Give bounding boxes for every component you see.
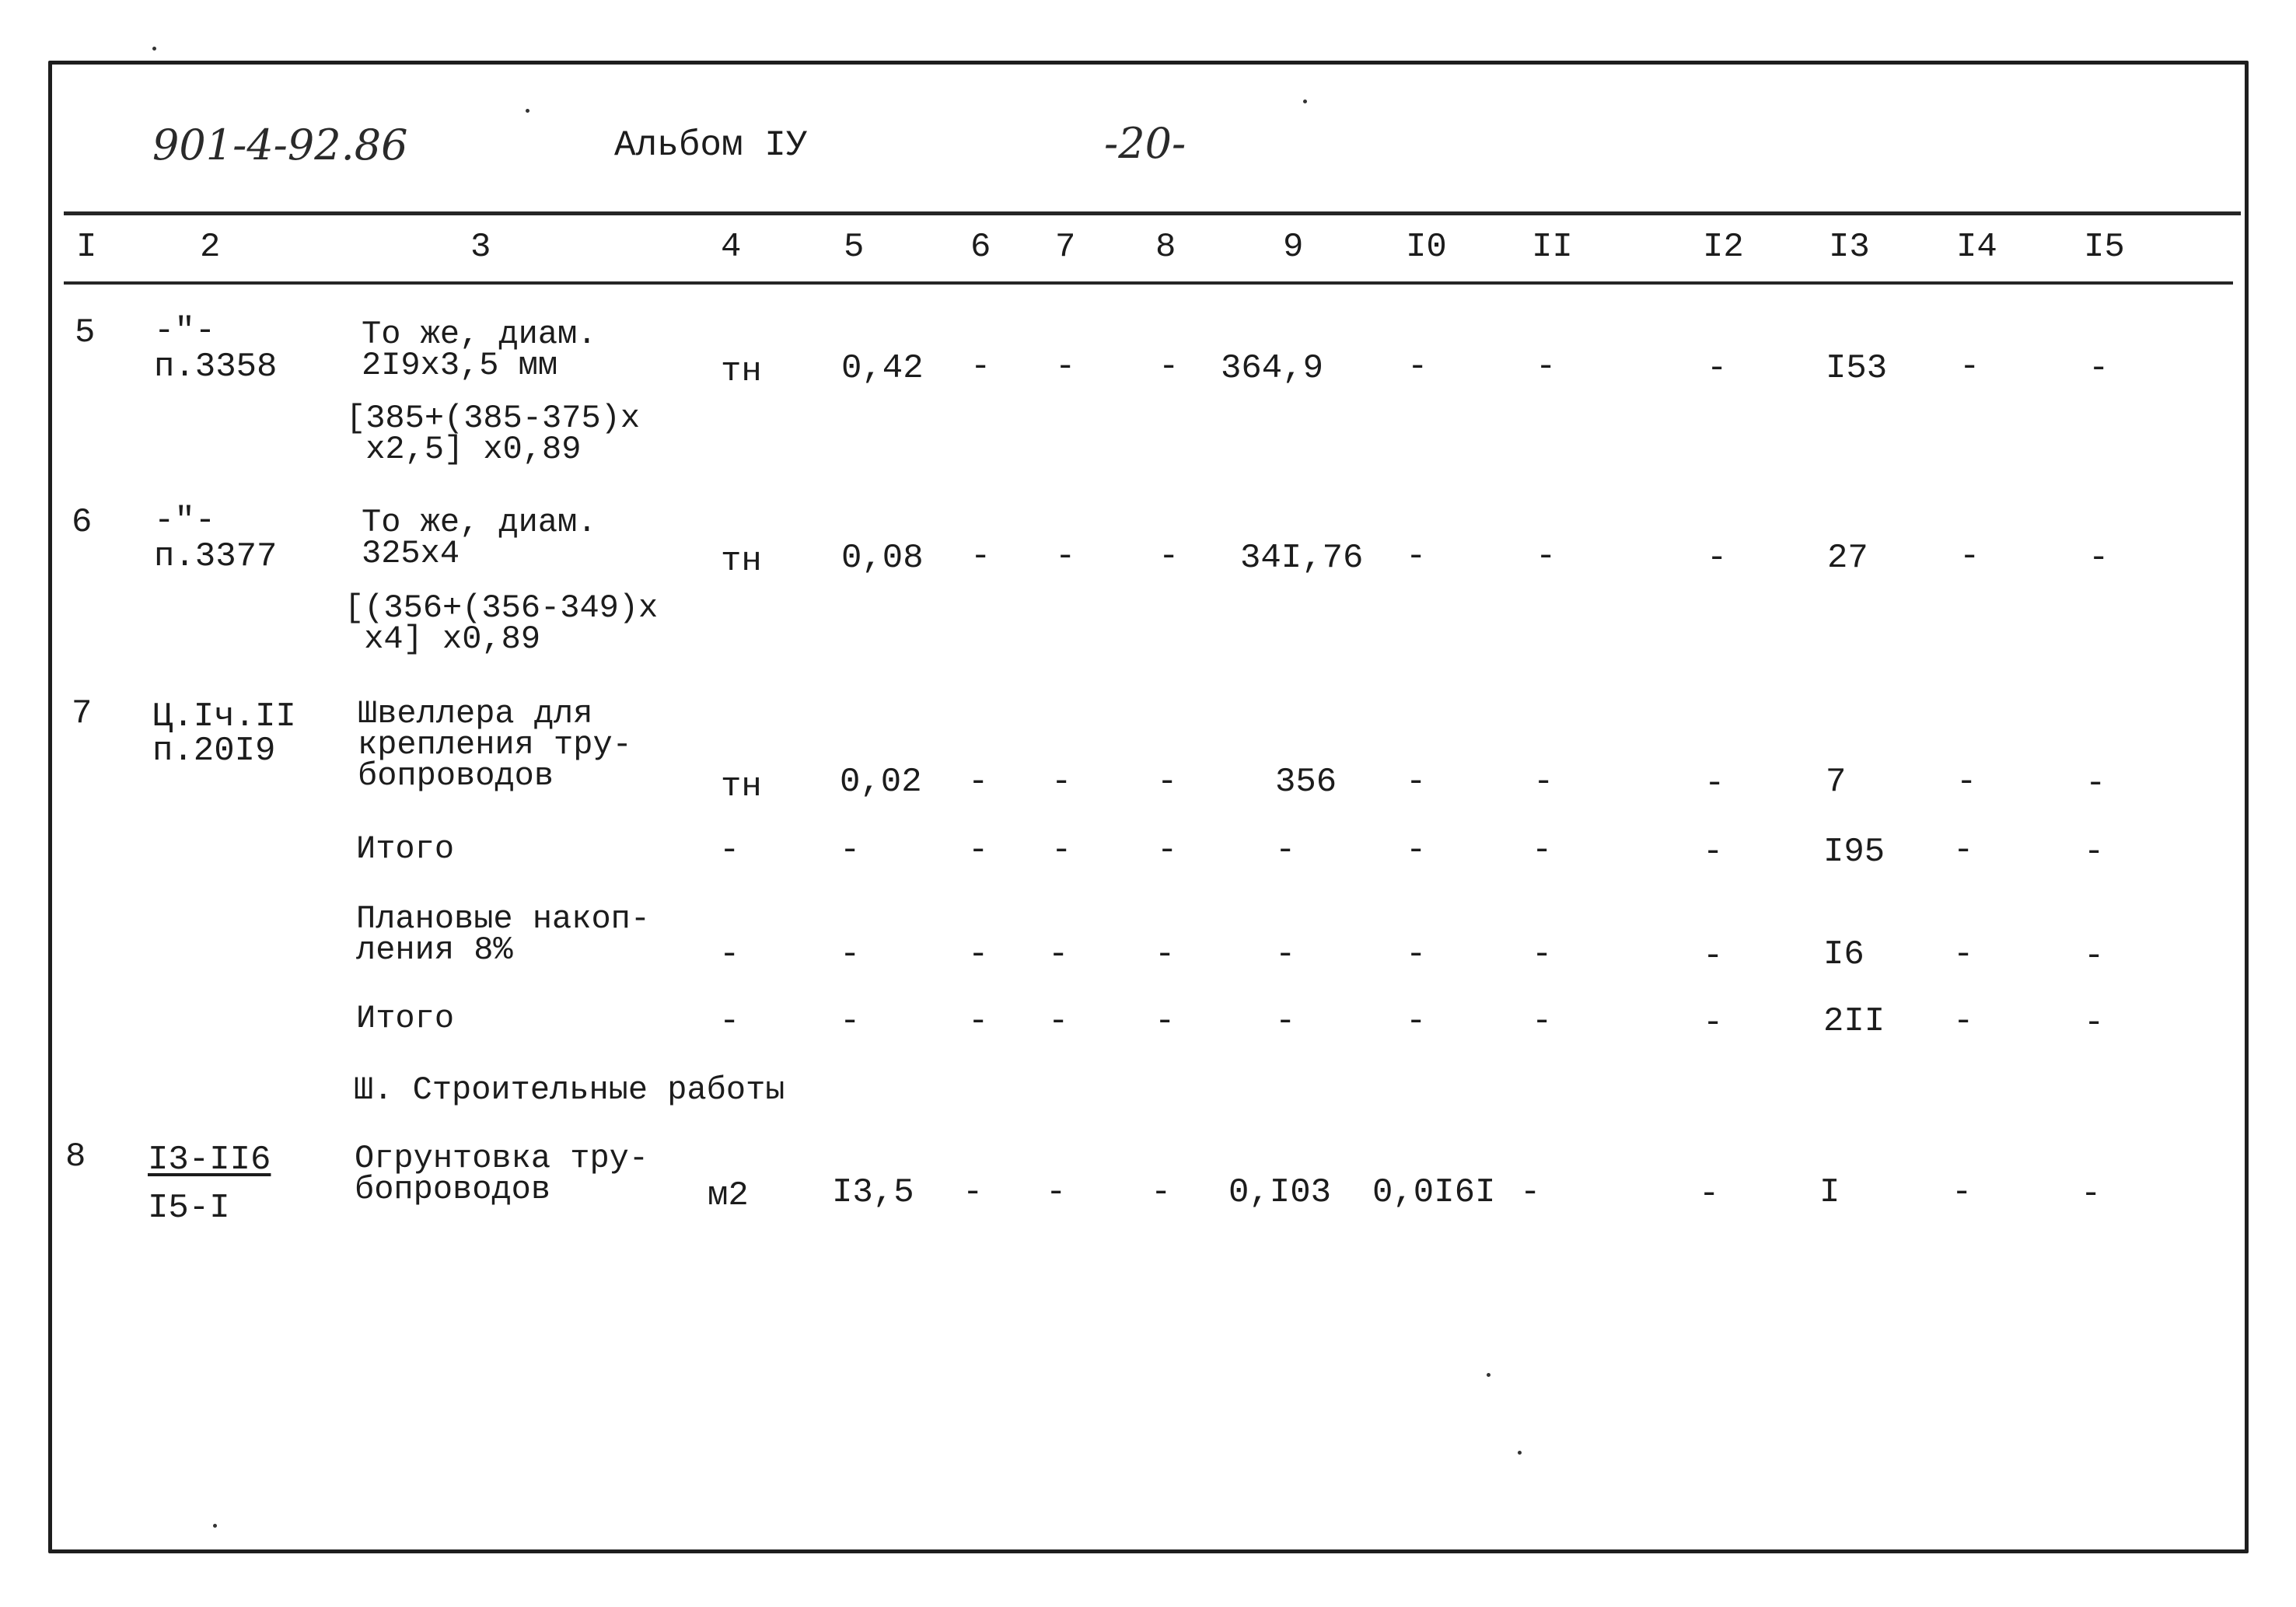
value-col-12: - (1699, 1175, 1720, 1214)
value-col-7: - (1048, 1002, 1069, 1041)
price-reference: Ц.Iч.II (152, 697, 296, 736)
value-col-9: 356 (1275, 763, 1337, 802)
doc-code: 901-4-92.86 (152, 121, 408, 169)
value-col-13: I (1819, 1173, 1840, 1212)
value-col-13: I53 (1826, 349, 1888, 388)
value-col-15: - (2085, 764, 2106, 803)
quantity: - (840, 935, 861, 974)
quantity: 0,02 (840, 763, 922, 802)
value-col-14: - (1959, 348, 1980, 386)
value-col-8: - (1157, 831, 1178, 870)
value-col-14: - (1953, 935, 1974, 974)
value-col-6: - (970, 537, 991, 576)
value-col-13: 27 (1827, 539, 1868, 578)
value-col-14: - (1953, 1002, 1974, 1041)
value-col-11: - (1532, 935, 1553, 974)
unit: тн (721, 542, 762, 581)
value-col-9: - (1275, 1002, 1296, 1041)
price-reference: п.3377 (154, 537, 278, 576)
value-col-15: - (2084, 937, 2105, 976)
value-col-6: - (970, 348, 991, 386)
scan-speck (526, 109, 529, 113)
item-description: То же, диам. 2I9x3,5 мм (362, 316, 597, 384)
header-bottom-rule (64, 281, 2233, 285)
value-col-9: 34I,76 (1240, 539, 1364, 578)
row-number: 6 (72, 503, 93, 542)
value-col-14: - (1956, 763, 1977, 802)
value-col-9: 364,9 (1221, 349, 1324, 388)
price-reference: п.3358 (154, 348, 278, 386)
value-col-13: 7 (1826, 763, 1847, 802)
item-description: Плановые накоп- ления 8% (356, 900, 651, 969)
value-col-8: - (1158, 537, 1179, 576)
value-col-10: - (1406, 1002, 1427, 1041)
quantity: 0,08 (841, 539, 924, 578)
value-col-7: - (1048, 935, 1069, 974)
unit: тн (721, 352, 762, 391)
value-col-14: - (1959, 537, 1980, 576)
scan-speck (1487, 1373, 1490, 1377)
value-col-11: - (1520, 1173, 1541, 1212)
column-header: I0 (1406, 228, 1447, 267)
price-reference: п.20I9 (152, 732, 276, 770)
value-col-10: - (1406, 935, 1427, 974)
page-frame (48, 61, 2249, 1553)
item-description: То же, диам. 325x4 (362, 504, 597, 572)
header-top-rule (64, 211, 2241, 215)
column-header: 6 (970, 228, 991, 267)
column-header: 4 (721, 228, 742, 267)
column-header: 3 (470, 228, 491, 267)
value-col-15: - (2084, 1004, 2105, 1043)
quantity: I3,5 (832, 1173, 914, 1212)
unit: тн (721, 767, 762, 806)
value-col-7: - (1051, 831, 1072, 870)
value-col-11: - (1533, 763, 1554, 802)
column-header: I4 (1956, 228, 1997, 267)
value-col-8: - (1155, 935, 1176, 974)
row-number: 5 (75, 313, 96, 352)
value-col-7: - (1046, 1173, 1067, 1212)
value-col-9: - (1275, 831, 1296, 870)
value-col-14: - (1953, 831, 1974, 870)
value-col-6: - (968, 831, 989, 870)
quantity: - (840, 1002, 861, 1041)
item-calculation: [385+(385-375)x x2,5] x0,89 (346, 400, 641, 468)
column-header: I3 (1829, 228, 1870, 267)
column-header: I5 (2084, 228, 2125, 267)
value-col-12: - (1704, 764, 1725, 803)
value-col-10: - (1406, 537, 1427, 576)
column-header: I (76, 228, 97, 267)
value-col-11: - (1532, 1002, 1553, 1041)
section-title: Ш. Строительные работы (354, 1071, 785, 1109)
value-col-8: - (1155, 1002, 1176, 1041)
value-col-10: - (1407, 348, 1428, 386)
value-col-10: - (1406, 763, 1427, 802)
value-col-6: - (968, 763, 989, 802)
value-col-9: - (1275, 935, 1296, 974)
row-number: 7 (72, 694, 93, 733)
row-number: 8 (65, 1137, 86, 1176)
scan-speck (1518, 1451, 1522, 1455)
price-reference: I5-I (148, 1189, 230, 1228)
value-col-11: - (1536, 537, 1557, 576)
column-header: II (1532, 228, 1573, 267)
value-col-6: - (968, 935, 989, 974)
value-col-14: - (1952, 1173, 1973, 1212)
item-description: Итого (356, 1000, 455, 1037)
item-description: Огрунтовка тру- бопроводов (355, 1140, 649, 1208)
value-col-15: - (2084, 833, 2105, 872)
unit: м2 (708, 1176, 749, 1215)
value-col-12: - (1707, 539, 1728, 578)
value-col-15: - (2088, 349, 2109, 388)
item-description: Швеллера для крепления тру- бопроводов (358, 695, 632, 795)
value-col-8: - (1157, 763, 1178, 802)
value-col-13: 2II (1823, 1002, 1885, 1041)
value-col-15: - (2088, 539, 2109, 578)
scan-speck (213, 1524, 217, 1528)
value-col-12: - (1703, 833, 1724, 872)
value-col-11: - (1532, 831, 1553, 870)
value-col-9: 0,I03 (1228, 1173, 1332, 1212)
item-calculation: [(356+(356-349)x x4] x0,89 (344, 589, 659, 658)
value-col-15: - (2081, 1175, 2102, 1214)
price-reference: -"- (154, 312, 216, 351)
value-col-7: - (1055, 537, 1076, 576)
album-label: Альбом IУ (614, 125, 808, 166)
value-col-7: - (1051, 763, 1072, 802)
quantity: - (840, 831, 861, 870)
column-header: 8 (1155, 228, 1176, 267)
page-number: -20- (1104, 119, 1186, 168)
value-col-7: - (1055, 348, 1076, 386)
unit: - (719, 831, 740, 870)
value-col-12: - (1707, 349, 1728, 388)
quantity: 0,42 (841, 349, 924, 388)
value-col-8: - (1158, 348, 1179, 386)
value-col-12: - (1703, 937, 1724, 976)
value-col-11: - (1536, 348, 1557, 386)
column-header: 9 (1283, 228, 1304, 267)
value-col-13: I95 (1823, 833, 1885, 872)
item-description: Итого (356, 830, 455, 868)
unit: - (719, 1002, 740, 1041)
value-col-12: - (1703, 1004, 1724, 1043)
value-col-10: - (1406, 831, 1427, 870)
price-reference: -"- (154, 501, 216, 540)
value-col-8: - (1151, 1173, 1172, 1212)
column-header: I2 (1703, 228, 1744, 267)
unit: - (719, 935, 740, 974)
scan-speck (152, 47, 156, 51)
value-col-6: - (968, 1002, 989, 1041)
value-col-13: I6 (1823, 935, 1864, 974)
scan-speck (1303, 100, 1307, 103)
column-header: 7 (1055, 228, 1076, 267)
value-col-10: 0,0I6I (1372, 1173, 1496, 1212)
price-reference: I3-II6 (148, 1141, 271, 1179)
column-header: 5 (844, 228, 865, 267)
column-header: 2 (200, 228, 221, 267)
value-col-6: - (963, 1173, 984, 1212)
